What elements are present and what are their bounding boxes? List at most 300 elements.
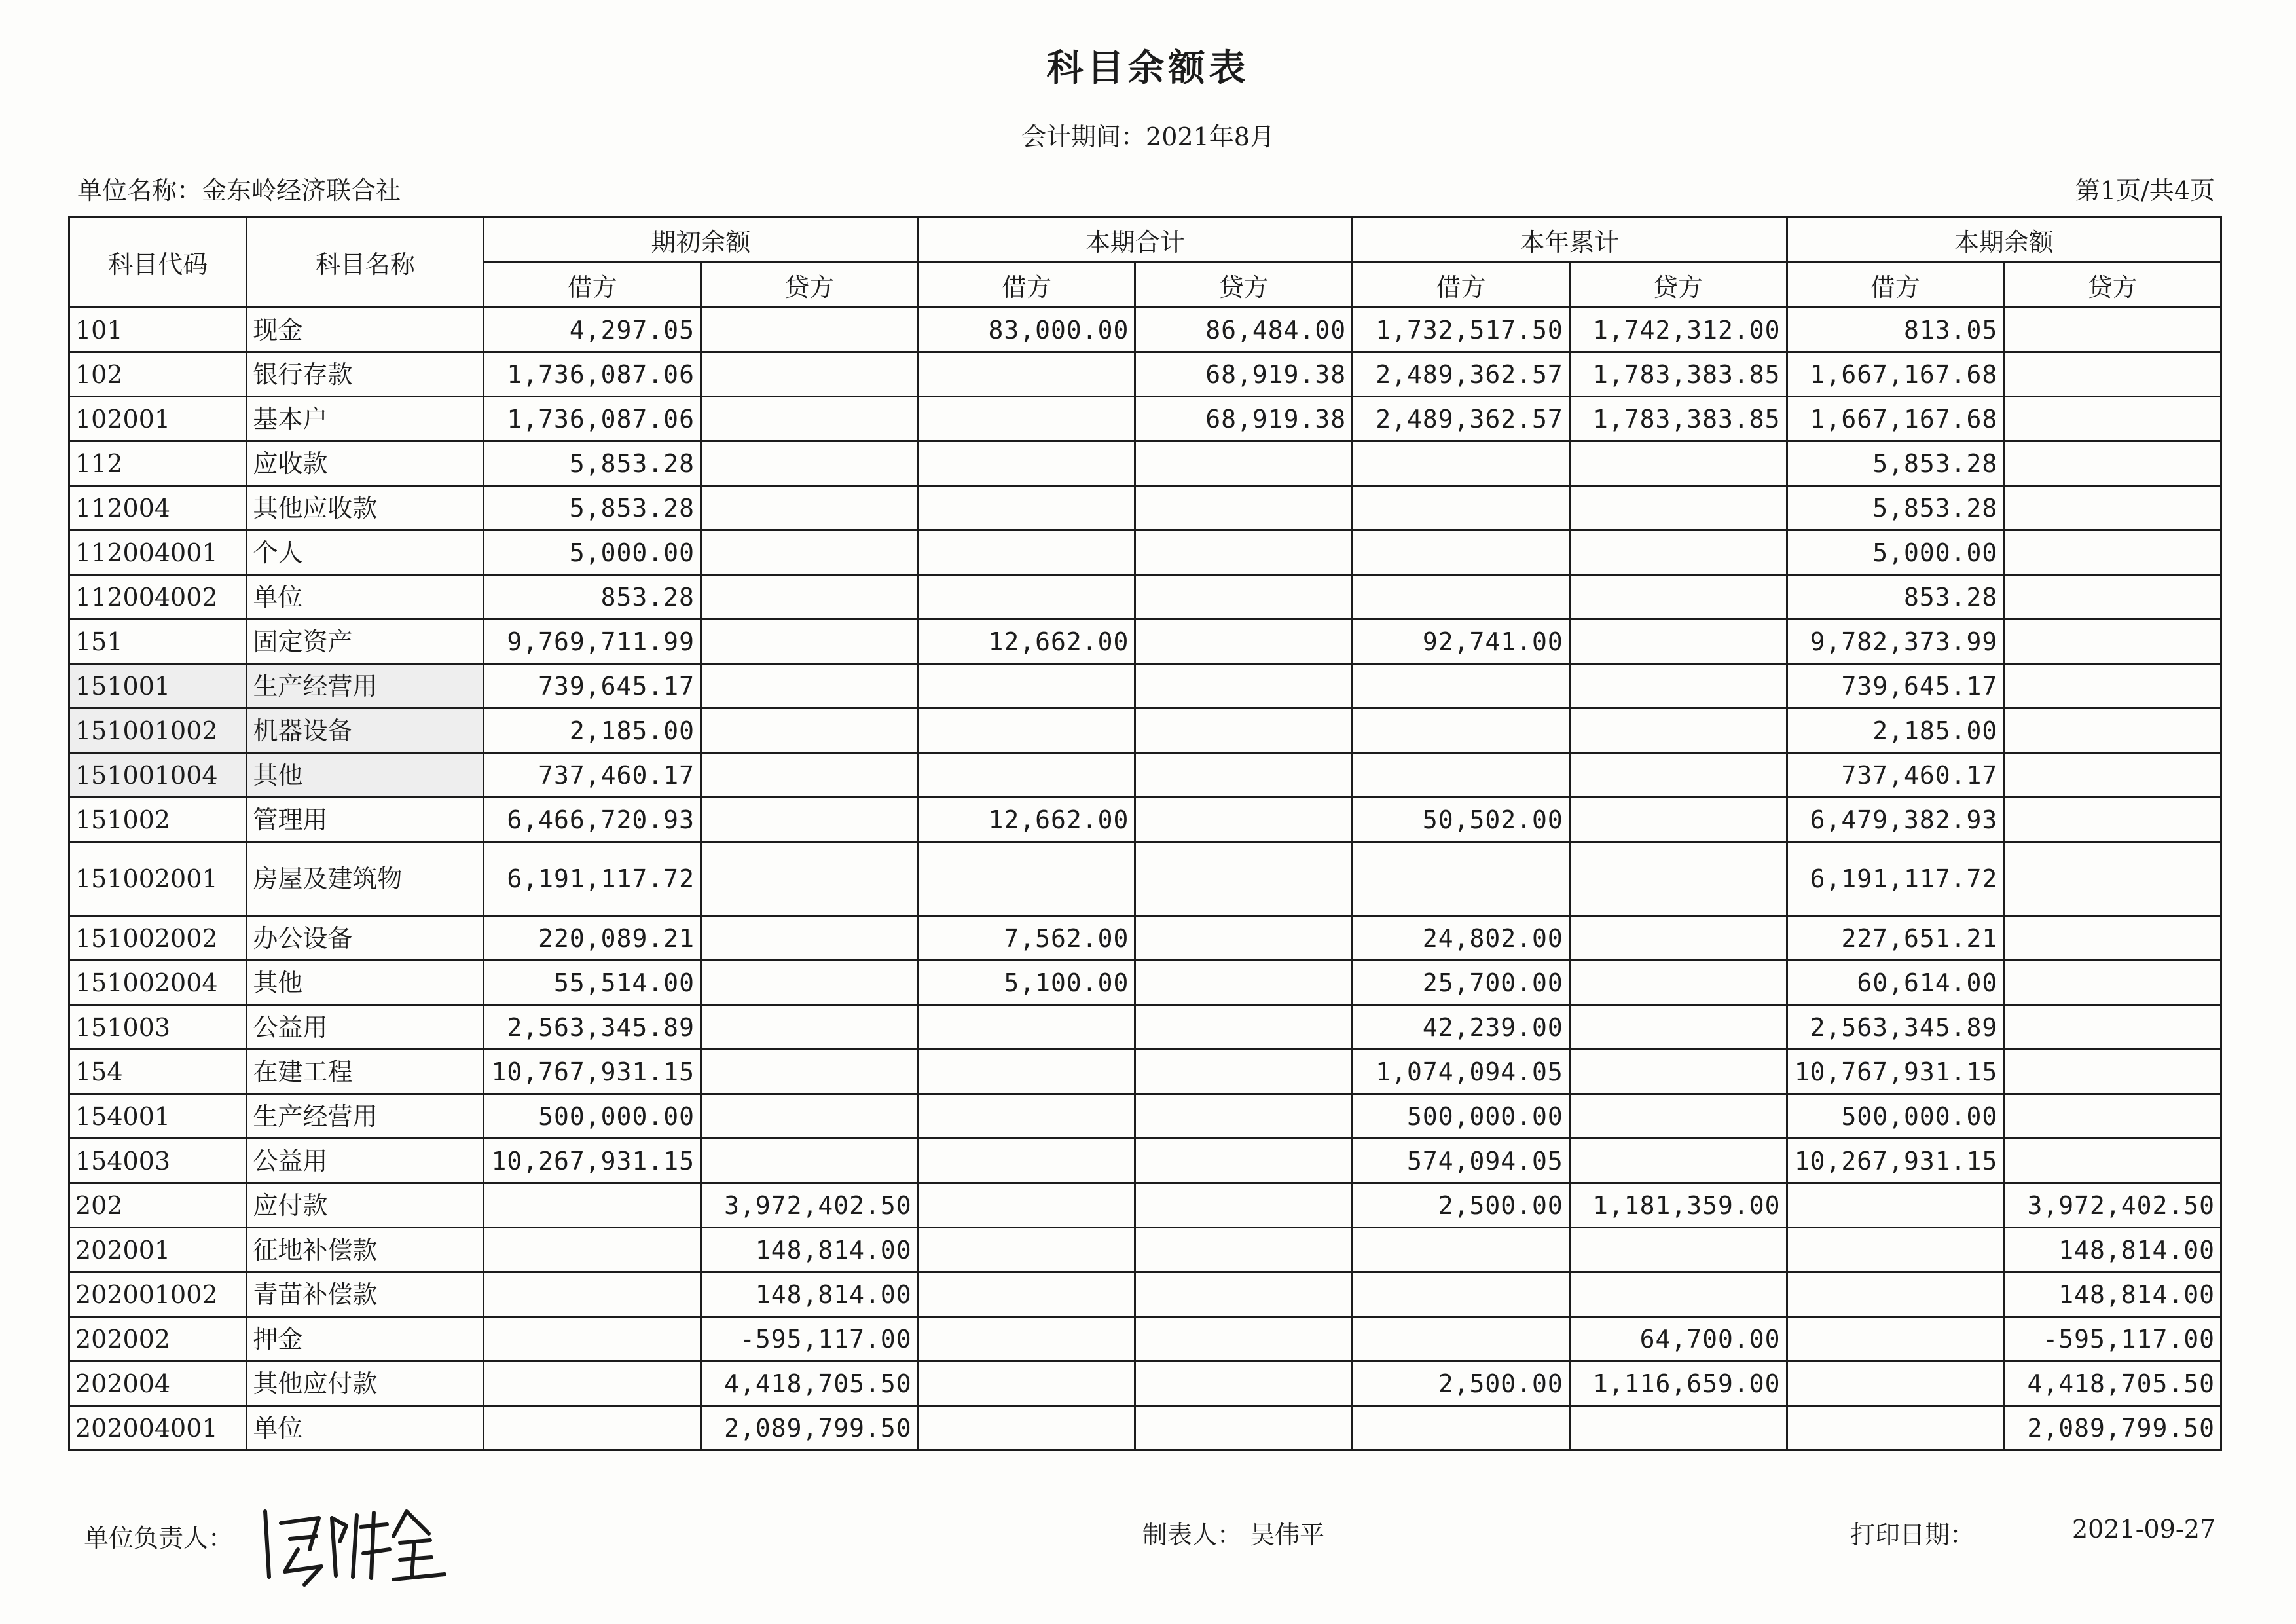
print-date: 2021-09-27: [2072, 1515, 2216, 1543]
ytd-debit-cell: 2,489,362.57: [1353, 352, 1570, 397]
closing-credit-cell: [2004, 397, 2221, 441]
ytd-debit-cell: 1,732,517.50: [1353, 308, 1570, 352]
opening-debit-cell: 1,736,087.06: [484, 397, 701, 441]
header-period-total: 本期合计: [918, 217, 1352, 263]
account-code-cell: 202004: [69, 1361, 247, 1406]
closing-debit-cell: 5,853.28: [1787, 486, 2004, 530]
table-row: [69, 530, 2221, 575]
period-debit-cell: [918, 1272, 1135, 1317]
closing-credit-cell: 3,972,402.50: [2004, 1183, 2221, 1228]
ytd-debit-cell: [1353, 1406, 1570, 1450]
closing-debit-cell: [1787, 1361, 2004, 1406]
period-credit-cell: [1135, 1183, 1353, 1228]
account-name-cell: 银行存款: [247, 352, 484, 397]
period-debit-cell: [918, 530, 1135, 575]
account-name-cell: 征地补偿款: [247, 1228, 484, 1272]
period-debit-cell: [918, 1050, 1135, 1094]
ytd-debit-cell: 25,700.00: [1353, 961, 1570, 1005]
opening-credit-cell: [701, 709, 918, 753]
ytd-debit-cell: [1353, 1317, 1570, 1361]
opening-credit-cell: [701, 1050, 918, 1094]
ytd-credit-cell: [1569, 1094, 1787, 1139]
closing-credit-cell: [2004, 798, 2221, 842]
period-credit-cell: [1135, 1228, 1353, 1272]
account-name-cell: 管理用: [247, 798, 484, 842]
period-credit-cell: [1135, 530, 1353, 575]
table-row: [69, 308, 2221, 352]
opening-debit-cell: [484, 1228, 701, 1272]
period-credit-cell: [1135, 575, 1353, 619]
ytd-credit-cell: [1569, 1406, 1787, 1450]
ytd-credit-cell: [1569, 1272, 1787, 1317]
table-row: [69, 1094, 2221, 1139]
period-credit-cell: [1135, 961, 1353, 1005]
period-debit-cell: [918, 575, 1135, 619]
period-credit-cell: 68,919.38: [1135, 397, 1353, 441]
period-debit-cell: [918, 664, 1135, 709]
opening-debit-cell: [484, 1361, 701, 1406]
closing-credit-cell: [2004, 308, 2221, 352]
opening-credit-cell: 148,814.00: [701, 1272, 918, 1317]
opening-credit-cell: 2,089,799.50: [701, 1406, 918, 1450]
closing-credit-cell: [2004, 486, 2221, 530]
table-row: [69, 1050, 2221, 1094]
closing-credit-cell: [2004, 753, 2221, 798]
closing-debit-cell: 813.05: [1787, 308, 2004, 352]
account-name-cell: 青苗补偿款: [247, 1272, 484, 1317]
header-debit: 借方: [918, 263, 1135, 308]
ytd-credit-cell: [1569, 486, 1787, 530]
account-code-cell: 154001: [69, 1094, 247, 1139]
closing-debit-cell: 10,767,931.15: [1787, 1050, 2004, 1094]
ytd-credit-cell: 1,742,312.00: [1569, 308, 1787, 352]
closing-debit-cell: 739,645.17: [1787, 664, 2004, 709]
period-debit-cell: [918, 1361, 1135, 1406]
account-code-cell: 112004001: [69, 530, 247, 575]
ytd-debit-cell: [1353, 486, 1570, 530]
period-credit-cell: [1135, 1361, 1353, 1406]
ytd-debit-cell: 574,094.05: [1353, 1139, 1570, 1183]
balance-table: [68, 216, 2222, 1451]
account-code-cell: 202: [69, 1183, 247, 1228]
table-row: [69, 1406, 2221, 1450]
account-name-cell: 其他应收款: [247, 486, 484, 530]
account-name-cell: 房屋及建筑物: [247, 842, 484, 916]
opening-credit-cell: [701, 619, 918, 664]
closing-credit-cell: [2004, 619, 2221, 664]
account-code-cell: 102001: [69, 397, 247, 441]
closing-debit-cell: 500,000.00: [1787, 1094, 2004, 1139]
opening-debit-cell: [484, 1272, 701, 1317]
ytd-debit-cell: [1353, 575, 1570, 619]
account-name-cell: 公益用: [247, 1005, 484, 1050]
ytd-debit-cell: 92,741.00: [1353, 619, 1570, 664]
ytd-debit-cell: 2,500.00: [1353, 1361, 1570, 1406]
opening-credit-cell: [701, 753, 918, 798]
account-code-cell: 151002001: [69, 842, 247, 916]
ytd-debit-cell: 2,500.00: [1353, 1183, 1570, 1228]
period-credit-cell: [1135, 1406, 1353, 1450]
account-code-cell: 112004: [69, 486, 247, 530]
account-code-cell: 151002: [69, 798, 247, 842]
closing-debit-cell: 853.28: [1787, 575, 2004, 619]
closing-debit-cell: 60,614.00: [1787, 961, 2004, 1005]
table-row: [69, 916, 2221, 961]
account-name-cell: 生产经营用: [247, 664, 484, 709]
ytd-debit-cell: [1353, 753, 1570, 798]
period-credit-cell: [1135, 664, 1353, 709]
header-closing-balance: 本期余额: [1787, 217, 2221, 263]
opening-debit-cell: 10,267,931.15: [484, 1139, 701, 1183]
opening-debit-cell: 6,191,117.72: [484, 842, 701, 916]
account-code-cell: 151003: [69, 1005, 247, 1050]
table-row: [69, 842, 2221, 916]
header-debit: 借方: [1353, 263, 1570, 308]
print-date-label: 打印日期：: [1850, 1521, 1975, 1549]
header-opening-balance: 期初余额: [484, 217, 918, 263]
opening-debit-cell: 2,185.00: [484, 709, 701, 753]
table-row: [69, 1183, 2221, 1228]
table-row: [69, 352, 2221, 397]
ytd-debit-cell: 24,802.00: [1353, 916, 1570, 961]
closing-debit-cell: 2,563,345.89: [1787, 1005, 2004, 1050]
ytd-debit-cell: [1353, 530, 1570, 575]
period-credit-cell: [1135, 1272, 1353, 1317]
closing-credit-cell: [2004, 352, 2221, 397]
ytd-credit-cell: [1569, 1005, 1787, 1050]
opening-credit-cell: [701, 664, 918, 709]
table-row: [69, 1272, 2221, 1317]
opening-credit-cell: [701, 530, 918, 575]
unit-name: 单位名称：金东岭经济联合社: [77, 176, 401, 205]
period-credit-cell: [1135, 753, 1353, 798]
closing-credit-cell: [2004, 575, 2221, 619]
ytd-debit-cell: 1,074,094.05: [1353, 1050, 1570, 1094]
closing-credit-cell: [2004, 441, 2221, 486]
ytd-credit-cell: [1569, 753, 1787, 798]
period-credit-cell: 86,484.00: [1135, 308, 1353, 352]
header-account-code: 科目代码: [69, 217, 247, 308]
header-credit: 贷方: [1135, 263, 1353, 308]
period-debit-cell: [918, 1139, 1135, 1183]
closing-credit-cell: [2004, 709, 2221, 753]
opening-debit-cell: 1,736,087.06: [484, 352, 701, 397]
opening-debit-cell: 737,460.17: [484, 753, 701, 798]
ytd-debit-cell: [1353, 664, 1570, 709]
opening-credit-cell: [701, 798, 918, 842]
header-credit: 贷方: [1569, 263, 1787, 308]
period-debit-cell: 7,562.00: [918, 916, 1135, 961]
opening-debit-cell: 220,089.21: [484, 916, 701, 961]
opening-debit-cell: 500,000.00: [484, 1094, 701, 1139]
period-credit-cell: [1135, 1139, 1353, 1183]
ytd-credit-cell: [1569, 798, 1787, 842]
period-debit-cell: [918, 486, 1135, 530]
preparer: 制表人： 吴伟平: [1142, 1521, 1325, 1549]
report-title: 科目余额表: [1046, 46, 1250, 90]
ytd-credit-cell: [1569, 916, 1787, 961]
period-debit-cell: [918, 1094, 1135, 1139]
ytd-credit-cell: [1569, 619, 1787, 664]
ytd-credit-cell: 1,181,359.00: [1569, 1183, 1787, 1228]
account-name-cell: 生产经营用: [247, 1094, 484, 1139]
account-code-cell: 154: [69, 1050, 247, 1094]
account-name-cell: 固定资产: [247, 619, 484, 664]
account-code-cell: 102: [69, 352, 247, 397]
ytd-credit-cell: [1569, 441, 1787, 486]
period-credit-cell: [1135, 709, 1353, 753]
account-name-cell: 公益用: [247, 1139, 484, 1183]
page-indicator: 第1页/共4页: [2075, 176, 2215, 205]
period-credit-cell: [1135, 916, 1353, 961]
period-credit-cell: 68,919.38: [1135, 352, 1353, 397]
header-debit: 借方: [1787, 263, 2004, 308]
closing-debit-cell: 6,479,382.93: [1787, 798, 2004, 842]
opening-debit-cell: 6,466,720.93: [484, 798, 701, 842]
table-row: [69, 441, 2221, 486]
period-debit-cell: 83,000.00: [918, 308, 1135, 352]
closing-credit-cell: [2004, 1139, 2221, 1183]
period-debit-cell: 12,662.00: [918, 798, 1135, 842]
account-name-cell: 其他: [247, 961, 484, 1005]
ytd-credit-cell: 64,700.00: [1569, 1317, 1787, 1361]
account-code-cell: 151001: [69, 664, 247, 709]
accounting-period: 会计期间：2021年8月: [1021, 122, 1275, 151]
ytd-debit-cell: [1353, 441, 1570, 486]
account-code-cell: 112: [69, 441, 247, 486]
opening-debit-cell: 5,853.28: [484, 486, 701, 530]
closing-debit-cell: 5,000.00: [1787, 530, 2004, 575]
table-row: [69, 1139, 2221, 1183]
table-row: [69, 1361, 2221, 1406]
table-header: [69, 217, 2221, 308]
closing-debit-cell: 5,853.28: [1787, 441, 2004, 486]
opening-debit-cell: 5,000.00: [484, 530, 701, 575]
account-code-cell: 151: [69, 619, 247, 664]
closing-debit-cell: 737,460.17: [1787, 753, 2004, 798]
account-name-cell: 个人: [247, 530, 484, 575]
period-credit-cell: [1135, 842, 1353, 916]
opening-credit-cell: [701, 397, 918, 441]
opening-debit-cell: 739,645.17: [484, 664, 701, 709]
account-name-cell: 应付款: [247, 1183, 484, 1228]
table-row: [69, 397, 2221, 441]
period-debit-cell: [918, 352, 1135, 397]
account-code-cell: 112004002: [69, 575, 247, 619]
ytd-credit-cell: [1569, 530, 1787, 575]
ytd-debit-cell: 42,239.00: [1353, 1005, 1570, 1050]
account-code-cell: 154003: [69, 1139, 247, 1183]
table-row: [69, 1317, 2221, 1361]
ytd-credit-cell: [1569, 575, 1787, 619]
opening-credit-cell: [701, 1094, 918, 1139]
header-debit: 借方: [484, 263, 701, 308]
period-credit-cell: [1135, 486, 1353, 530]
account-name-cell: 单位: [247, 1406, 484, 1450]
header-credit: 贷方: [2004, 263, 2221, 308]
period-credit-cell: [1135, 441, 1353, 486]
opening-credit-cell: 148,814.00: [701, 1228, 918, 1272]
period-debit-cell: [918, 1406, 1135, 1450]
account-name-cell: 押金: [247, 1317, 484, 1361]
account-name-cell: 其他应付款: [247, 1361, 484, 1406]
closing-credit-cell: [2004, 664, 2221, 709]
header-year-to-date: 本年累计: [1353, 217, 1787, 263]
table-row: [69, 575, 2221, 619]
opening-credit-cell: [701, 961, 918, 1005]
header-credit: 贷方: [701, 263, 918, 308]
closing-debit-cell: [1787, 1228, 2004, 1272]
opening-debit-cell: 2,563,345.89: [484, 1005, 701, 1050]
closing-debit-cell: 2,185.00: [1787, 709, 2004, 753]
period-debit-cell: 5,100.00: [918, 961, 1135, 1005]
opening-credit-cell: [701, 916, 918, 961]
closing-credit-cell: 148,814.00: [2004, 1272, 2221, 1317]
ytd-credit-cell: 1,783,383.85: [1569, 397, 1787, 441]
ytd-credit-cell: [1569, 842, 1787, 916]
opening-debit-cell: 9,769,711.99: [484, 619, 701, 664]
opening-debit-cell: [484, 1183, 701, 1228]
closing-credit-cell: 4,418,705.50: [2004, 1361, 2221, 1406]
period-debit-cell: [918, 1317, 1135, 1361]
period-debit-cell: [918, 1005, 1135, 1050]
ytd-debit-cell: [1353, 1272, 1570, 1317]
account-name-cell: 应收款: [247, 441, 484, 486]
ytd-debit-cell: [1353, 709, 1570, 753]
period-credit-cell: [1135, 1005, 1353, 1050]
closing-debit-cell: 227,651.21: [1787, 916, 2004, 961]
account-code-cell: 202001: [69, 1228, 247, 1272]
opening-credit-cell: [701, 842, 918, 916]
table-row: [69, 961, 2221, 1005]
account-name-cell: 基本户: [247, 397, 484, 441]
account-code-cell: 151001004: [69, 753, 247, 798]
closing-debit-cell: 10,267,931.15: [1787, 1139, 2004, 1183]
period-debit-cell: [918, 1228, 1135, 1272]
ytd-debit-cell: [1353, 1228, 1570, 1272]
closing-debit-cell: [1787, 1317, 2004, 1361]
account-name-cell: 机器设备: [247, 709, 484, 753]
opening-debit-cell: 4,297.05: [484, 308, 701, 352]
ytd-debit-cell: [1353, 842, 1570, 916]
period-debit-cell: [918, 1183, 1135, 1228]
period-debit-cell: [918, 441, 1135, 486]
closing-debit-cell: 1,667,167.68: [1787, 352, 2004, 397]
table-body: [69, 308, 2221, 1450]
table-row: [69, 1228, 2221, 1272]
closing-credit-cell: [2004, 842, 2221, 916]
ytd-credit-cell: [1569, 961, 1787, 1005]
ytd-credit-cell: 1,783,383.85: [1569, 352, 1787, 397]
account-code-cell: 151002002: [69, 916, 247, 961]
closing-credit-cell: [2004, 530, 2221, 575]
opening-credit-cell: [701, 1139, 918, 1183]
closing-credit-cell: [2004, 1094, 2221, 1139]
opening-credit-cell: [701, 486, 918, 530]
account-name-cell: 在建工程: [247, 1050, 484, 1094]
opening-credit-cell: 4,418,705.50: [701, 1361, 918, 1406]
closing-debit-cell: 1,667,167.68: [1787, 397, 2004, 441]
account-code-cell: 202001002: [69, 1272, 247, 1317]
table-row: [69, 619, 2221, 664]
opening-debit-cell: [484, 1406, 701, 1450]
account-name-cell: 办公设备: [247, 916, 484, 961]
table-row: [69, 486, 2221, 530]
period-credit-cell: [1135, 798, 1353, 842]
signature-image: [259, 1498, 455, 1590]
closing-credit-cell: 148,814.00: [2004, 1228, 2221, 1272]
ytd-credit-cell: [1569, 664, 1787, 709]
period-credit-cell: [1135, 1317, 1353, 1361]
header-account-name: 科目名称: [247, 217, 484, 308]
opening-credit-cell: [701, 1005, 918, 1050]
table-row: [69, 798, 2221, 842]
account-code-cell: 101: [69, 308, 247, 352]
opening-credit-cell: [701, 352, 918, 397]
closing-debit-cell: 6,191,117.72: [1787, 842, 2004, 916]
ytd-debit-cell: 50,502.00: [1353, 798, 1570, 842]
table-row: [69, 753, 2221, 798]
ytd-credit-cell: [1569, 1228, 1787, 1272]
ytd-credit-cell: [1569, 1050, 1787, 1094]
opening-debit-cell: 10,767,931.15: [484, 1050, 701, 1094]
opening-debit-cell: [484, 1317, 701, 1361]
closing-credit-cell: [2004, 916, 2221, 961]
ytd-debit-cell: 500,000.00: [1353, 1094, 1570, 1139]
account-code-cell: 202002: [69, 1317, 247, 1361]
opening-credit-cell: [701, 575, 918, 619]
period-credit-cell: [1135, 619, 1353, 664]
period-debit-cell: [918, 842, 1135, 916]
account-code-cell: 151001002: [69, 709, 247, 753]
ytd-credit-cell: [1569, 1139, 1787, 1183]
opening-credit-cell: -595,117.00: [701, 1317, 918, 1361]
opening-credit-cell: [701, 441, 918, 486]
opening-debit-cell: 55,514.00: [484, 961, 701, 1005]
closing-credit-cell: [2004, 961, 2221, 1005]
closing-debit-cell: 9,782,373.99: [1787, 619, 2004, 664]
ytd-credit-cell: [1569, 709, 1787, 753]
table-row: [69, 1005, 2221, 1050]
account-name-cell: 其他: [247, 753, 484, 798]
closing-debit-cell: [1787, 1406, 2004, 1450]
opening-credit-cell: [701, 308, 918, 352]
period-debit-cell: 12,662.00: [918, 619, 1135, 664]
account-name-cell: 单位: [247, 575, 484, 619]
opening-debit-cell: 5,853.28: [484, 441, 701, 486]
period-debit-cell: [918, 753, 1135, 798]
closing-credit-cell: 2,089,799.50: [2004, 1406, 2221, 1450]
responsible-person-label: 单位负责人：: [84, 1524, 234, 1553]
closing-debit-cell: [1787, 1272, 2004, 1317]
account-code-cell: 202004001: [69, 1406, 247, 1450]
closing-credit-cell: [2004, 1050, 2221, 1094]
period-credit-cell: [1135, 1050, 1353, 1094]
account-name-cell: 现金: [247, 308, 484, 352]
closing-credit-cell: [2004, 1005, 2221, 1050]
opening-debit-cell: 853.28: [484, 575, 701, 619]
table-row: [69, 709, 2221, 753]
opening-credit-cell: 3,972,402.50: [701, 1183, 918, 1228]
account-code-cell: 151002004: [69, 961, 247, 1005]
period-debit-cell: [918, 397, 1135, 441]
closing-credit-cell: -595,117.00: [2004, 1317, 2221, 1361]
period-debit-cell: [918, 709, 1135, 753]
ytd-credit-cell: 1,116,659.00: [1569, 1361, 1787, 1406]
table-row: [69, 664, 2221, 709]
period-credit-cell: [1135, 1094, 1353, 1139]
ytd-debit-cell: 2,489,362.57: [1353, 397, 1570, 441]
